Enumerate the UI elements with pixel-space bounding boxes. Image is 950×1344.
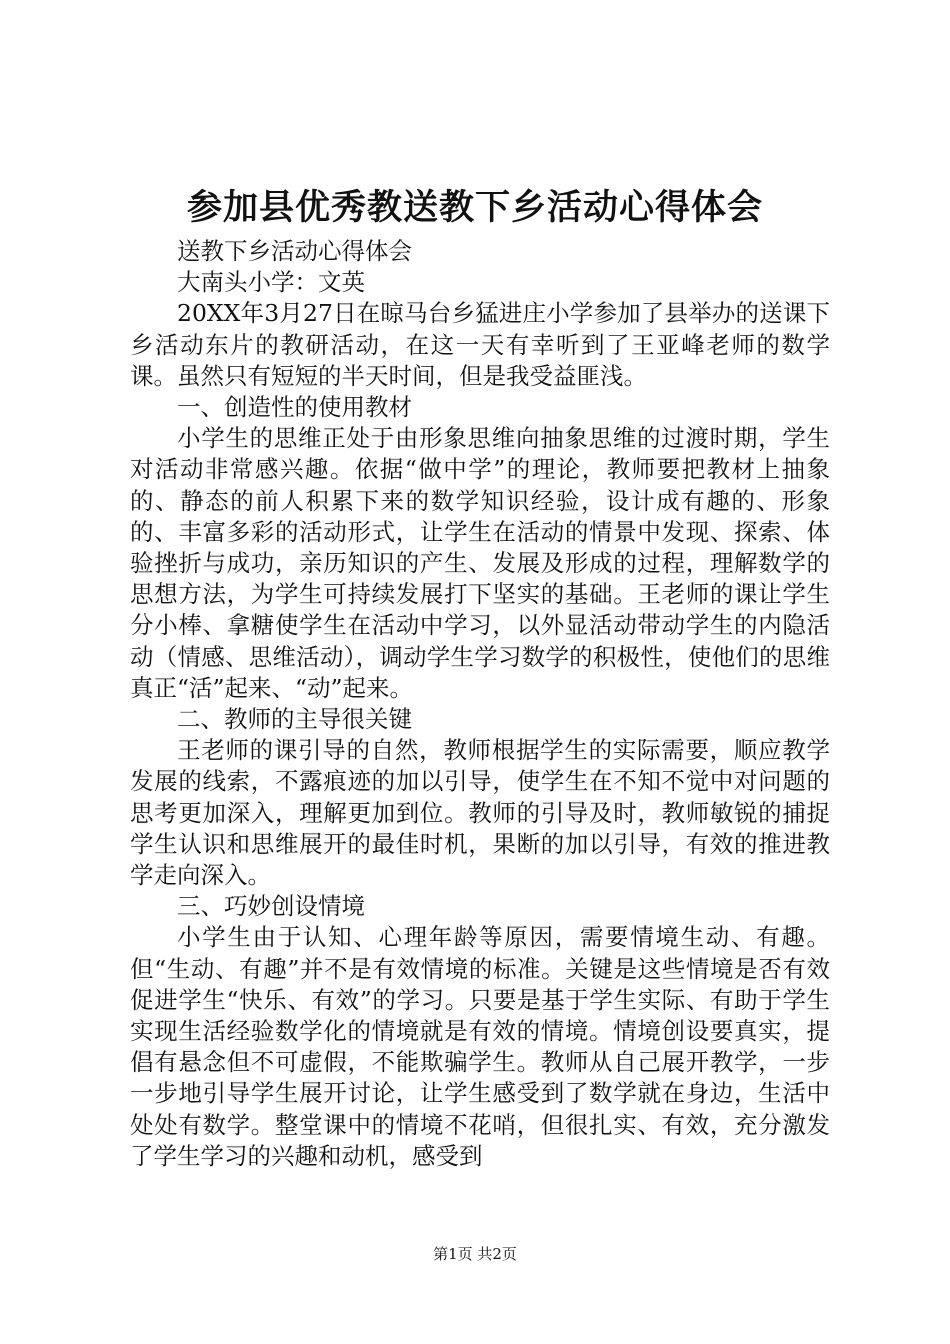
author-line: 大南头小学：文英: [177, 268, 365, 297]
section-paragraph-2: 王老师的课引导的自然，教师根据学生的实际需要，顺应教学发展的线索，不露痕迹的加以引导，使学生在不知不觉中对问题的思考更加深入，理解更加到位。教师的引导及时，教师敏锐的捕捉学生认识和思维展开的最佳时机，果断的加以引导，有效的推进教学走向深入。: [130, 736, 830, 890]
section-paragraph-1: 小学生的思维正处于由形象思维向抽象思维的过渡时期，学生对活动非常感兴趣。依据“做中学”的理论，教师要把教材上抽象的、静态的前人积累下来的数学知识经验，设计成有趣的、形象的、丰富多彩的活动形式，让学生在活动的情景中发现、探索、体验挫折与成功，亲历知识的产生、发展及形成的过程，理解数学的思想方法，为学生可持续发展打下坚实的基础。王老师的课让学生分小棒、拿糖使学生在活动中学习，以外显活动带动学生的内隐活动（情感、思维活动），调动学生学习数学的积极性，使他们的思维真正“活”起来、“动”起来。: [130, 424, 830, 702]
subtitle: 送教下乡活动心得体会: [177, 237, 412, 265]
document-body: [130, 236, 830, 1172]
section-heading-2: 二、教师的主导很关键: [177, 705, 412, 734]
section-heading-3: 三、巧妙创设情境: [177, 892, 365, 921]
intro-paragraph: 20XX年3月27日在晾马台乡猛进庄小学参加了县举办的送课下乡活动东片的教研活动，在这一天有幸听到了王亚峰老师的数学课。虽然只有短短的半天时间，但是我受益匪浅。: [130, 299, 830, 390]
page-title: 参加县优秀教送教下乡活动心得体会: [186, 187, 763, 228]
section-paragraph-3: 小学生由于认知、心理年龄等原因，需要情境生动、有趣。但“生动、有趣”并不是有效情境的标准。关键是这些情境是否有效促进学生“快乐、有效”的学习。只要是基于学生实际、有助于学生实现生活经验数学化的情境就是有效的情境。情境创设要真实，提倡有悬念但不可虚假，不能欺骗学生。教师从自己展开教学，一步一步地引导学生展开讨论，让学生感受到了数学就在身边，生活中处处有数学。整堂课中的情境不花哨，但很扎实、有效，充分激发了学生学习的兴趣和动机，感受到: [130, 923, 830, 1170]
page-footer: 第1页 共2页: [433, 1245, 517, 1263]
section-heading-1: 一、创造性的使用教材: [177, 393, 412, 422]
